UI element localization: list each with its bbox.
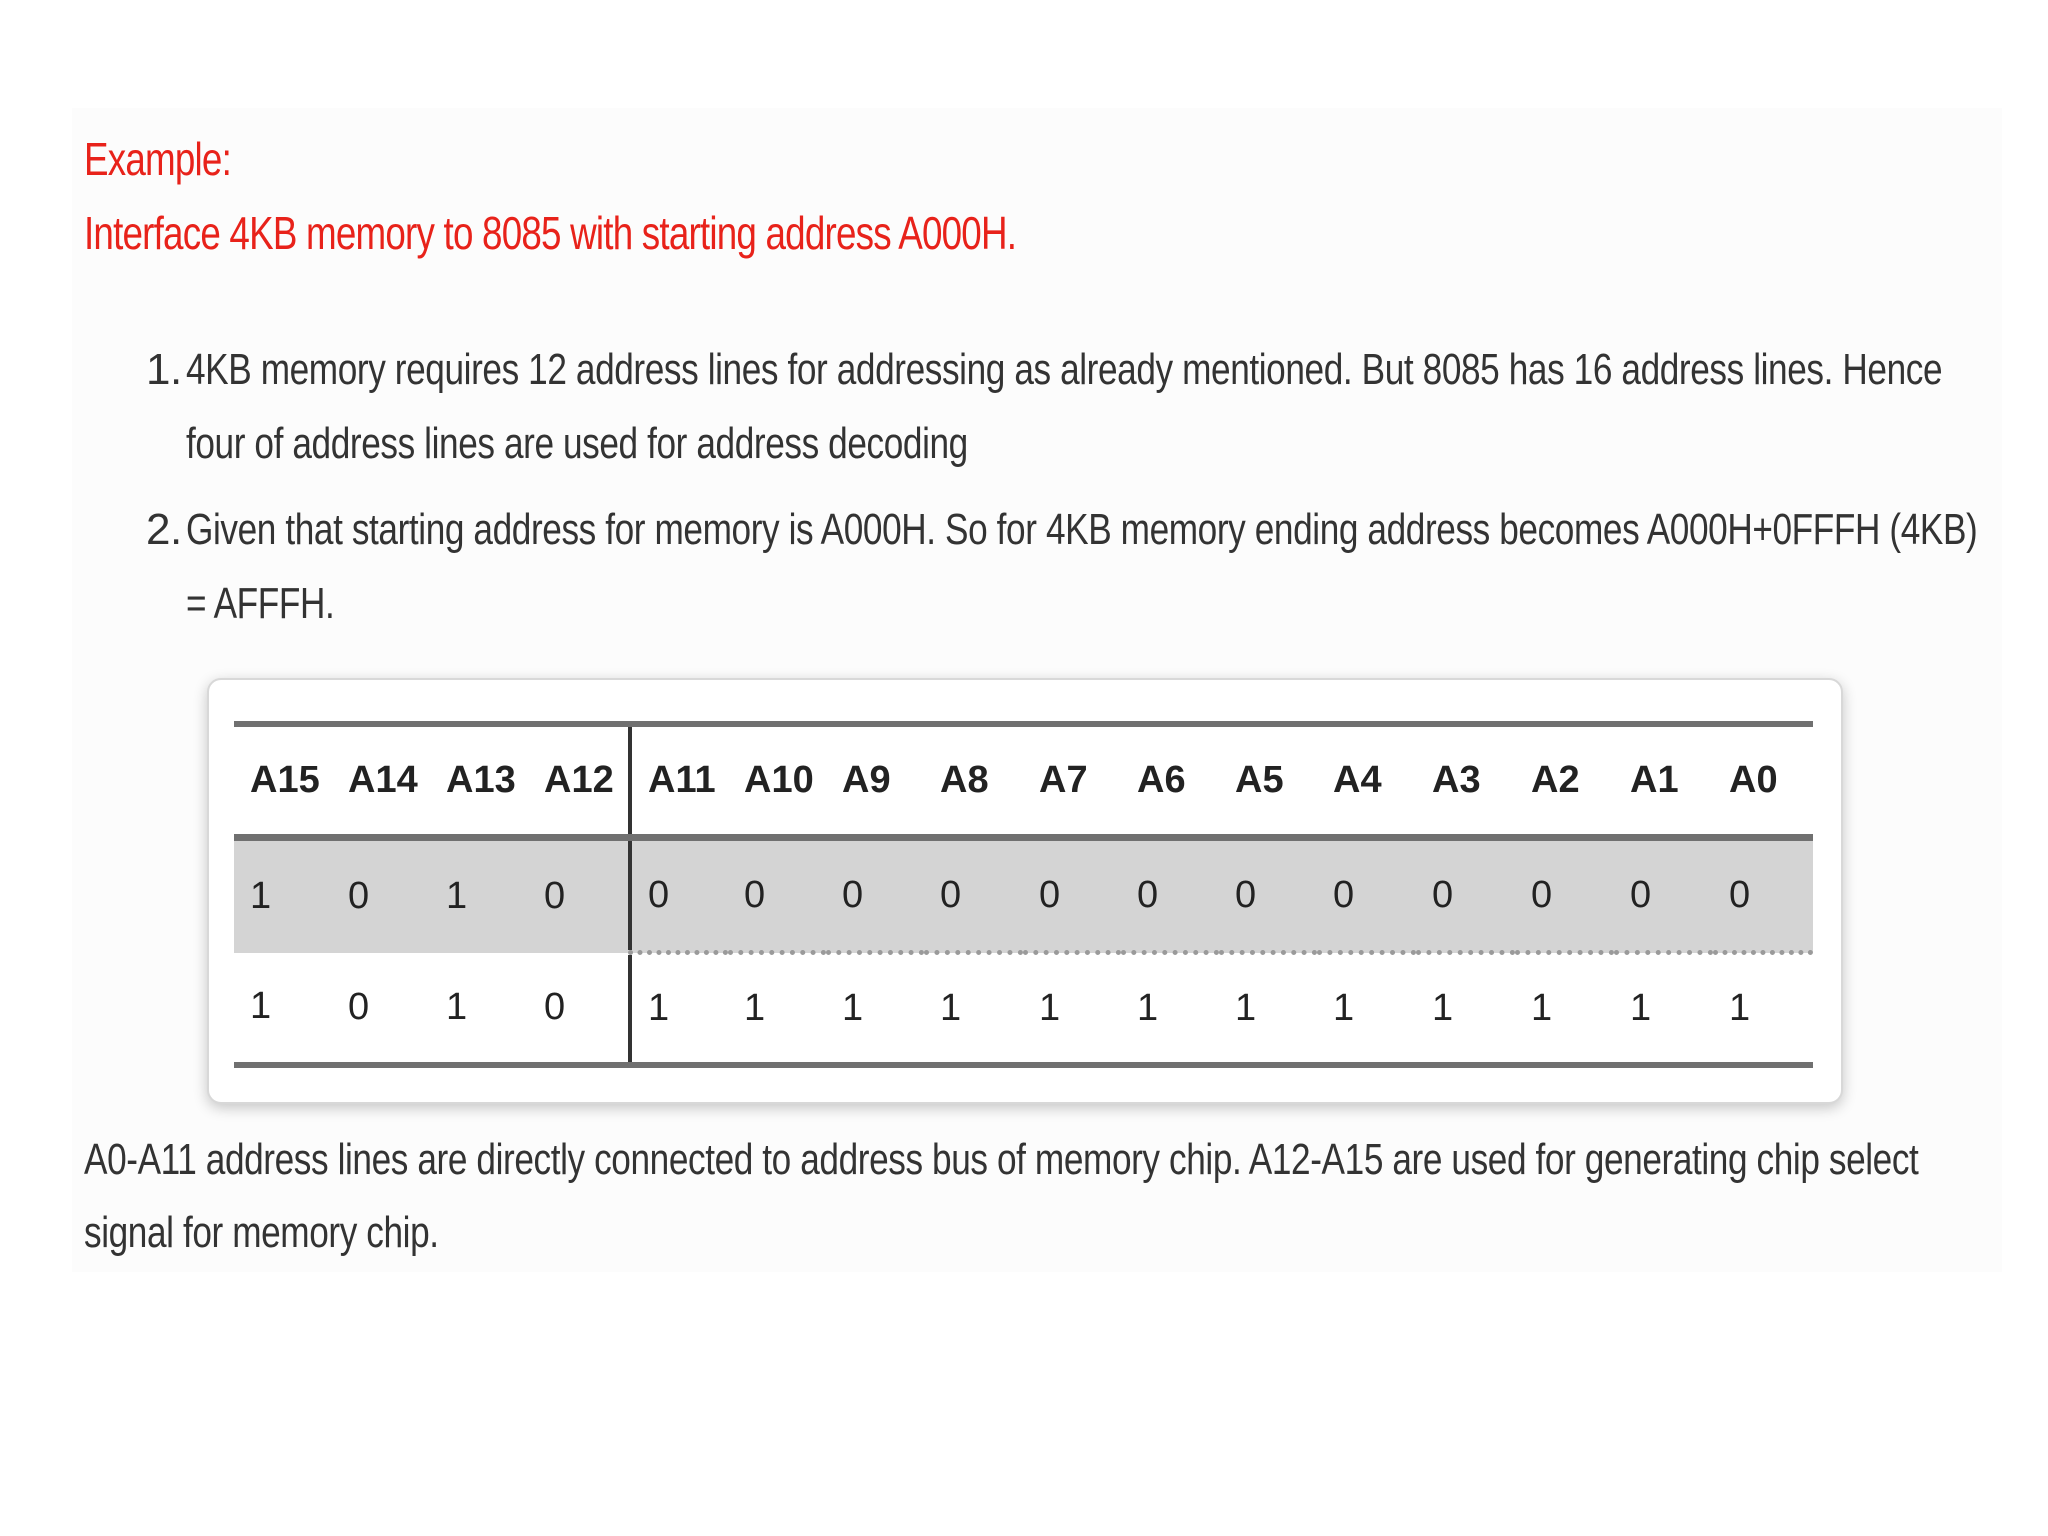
table-cell: 0 bbox=[1614, 838, 1713, 953]
table-cell: 1 bbox=[234, 838, 332, 953]
table-cell: 0 bbox=[1317, 838, 1416, 953]
steps-list bbox=[146, 333, 1986, 653]
table-row-end-address bbox=[234, 953, 1813, 1066]
table-cell: 1 bbox=[826, 953, 924, 1066]
table-cell: 1 bbox=[1614, 953, 1713, 1066]
list-item-number: 1. bbox=[146, 345, 182, 394]
table-cell: 0 bbox=[528, 953, 630, 1066]
table-cell: 1 bbox=[1219, 953, 1317, 1066]
list-item-text: Given that starting address for memory is A000H. So for 4KB memory ending address becomes A000H+0FFFH (4KB) = AFFFH. bbox=[186, 505, 1978, 628]
table-cell: 0 bbox=[1121, 838, 1219, 953]
table-cell: 0 bbox=[924, 838, 1023, 953]
table-cell: 0 bbox=[630, 838, 728, 953]
column-header: A2 bbox=[1515, 724, 1614, 838]
column-header: A1 bbox=[1614, 724, 1713, 838]
column-header: A9 bbox=[826, 724, 924, 838]
address-table bbox=[234, 721, 1813, 1068]
column-header: A4 bbox=[1317, 724, 1416, 838]
table-cell: 0 bbox=[1023, 838, 1121, 953]
column-header: A5 bbox=[1219, 724, 1317, 838]
table-row-start-address bbox=[234, 838, 1813, 953]
list-item bbox=[146, 493, 1986, 641]
table-cell: 1 bbox=[1416, 953, 1515, 1066]
example-label: Example: bbox=[84, 133, 231, 185]
table-cell: 1 bbox=[1023, 953, 1121, 1066]
list-item-text: 4KB memory requires 12 address lines for addressing as already mentioned. But 8085 has 16 address lines. Hence four of address lines are used for address decoding bbox=[186, 345, 1943, 468]
table-cell: 1 bbox=[430, 953, 528, 1066]
column-header: A0 bbox=[1713, 724, 1813, 838]
table-cell: 0 bbox=[1713, 838, 1813, 953]
table-cell: 0 bbox=[826, 838, 924, 953]
table-cell: 1 bbox=[728, 953, 826, 1066]
table-cell: 1 bbox=[1515, 953, 1614, 1066]
column-header: A14 bbox=[332, 724, 430, 838]
table-cell: 0 bbox=[1515, 838, 1614, 953]
table-cell: 1 bbox=[430, 838, 528, 953]
table-cell: 1 bbox=[1317, 953, 1416, 1066]
table-header-row bbox=[234, 724, 1813, 838]
column-header: A3 bbox=[1416, 724, 1515, 838]
column-header: A13 bbox=[430, 724, 528, 838]
example-title: Interface 4KB memory to 8085 with starting address A000H. bbox=[84, 207, 1017, 259]
table-cell: 0 bbox=[528, 838, 630, 953]
column-header: A10 bbox=[728, 724, 826, 838]
table-cell: 1 bbox=[630, 953, 728, 1066]
column-header: A12 bbox=[528, 724, 630, 838]
table-cell: 0 bbox=[728, 838, 826, 953]
closing-paragraph: A0-A11 address lines are directly connected to address bus of memory chip. A12-A15 are used for generating chip select signal for memory chip. bbox=[84, 1135, 1919, 1257]
column-header: A6 bbox=[1121, 724, 1219, 838]
address-table-card bbox=[207, 678, 1843, 1104]
list-item bbox=[146, 333, 1986, 481]
column-header: A15 bbox=[234, 724, 332, 838]
column-header: A11 bbox=[630, 724, 728, 838]
table-cell: 1 bbox=[1121, 953, 1219, 1066]
table-cell: 1 bbox=[1713, 953, 1813, 1066]
column-header: A7 bbox=[1023, 724, 1121, 838]
column-header: A8 bbox=[924, 724, 1023, 838]
table-cell: 0 bbox=[1416, 838, 1515, 953]
table-cell: 0 bbox=[332, 838, 430, 953]
table-cell: 1 bbox=[234, 953, 332, 1066]
table-cell: 0 bbox=[332, 953, 430, 1066]
table-cell: 1 bbox=[924, 953, 1023, 1066]
list-item-number: 2. bbox=[146, 505, 182, 554]
table-cell: 0 bbox=[1219, 838, 1317, 953]
